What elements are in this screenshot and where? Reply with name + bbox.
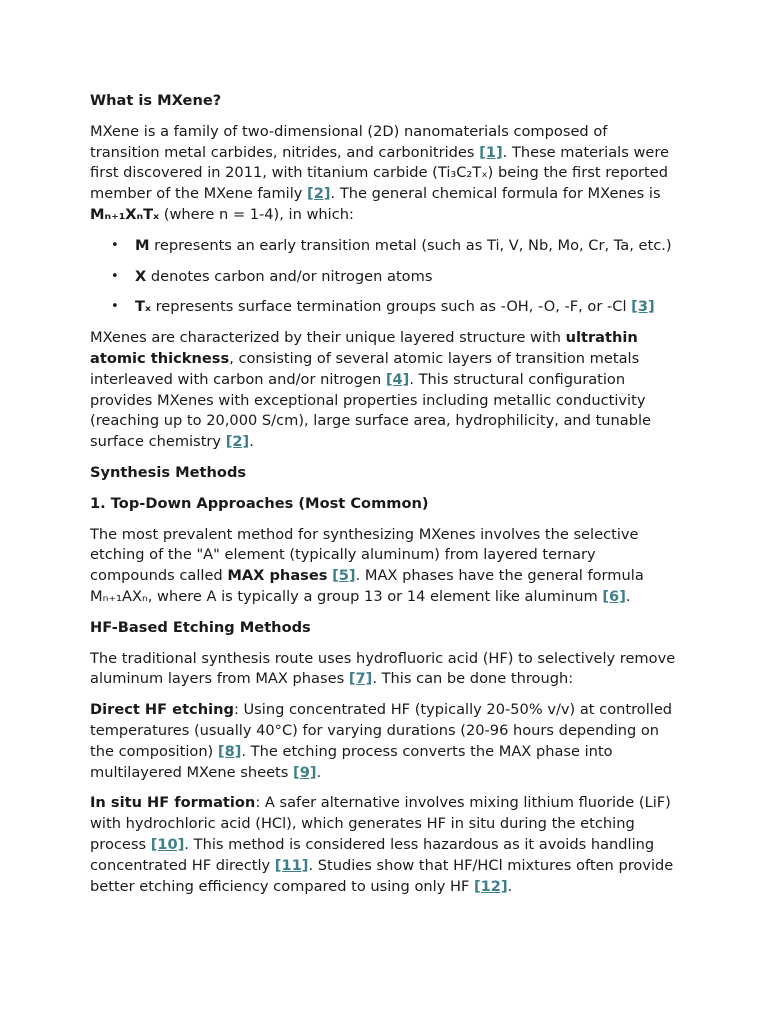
paragraph	[90, 525, 678, 608]
text-run: : A safer alternative involves mixing lithium fluoride (LiF) with hydrochloric acid (HCl), which generates HF in situ during the etching process	[90, 794, 671, 853]
text-run: . The etching process converts the MAX phase into multilayered MXene sheets	[90, 742, 613, 781]
text-run: .	[625, 587, 631, 605]
citation-link[interactable]: [5]	[332, 567, 356, 585]
bold-term: X	[135, 267, 147, 285]
text-run: The most prevalent method for synthesizing MXenes involves the selective etching of the "A" element (typically aluminum) from layered ternary compounds called	[90, 525, 639, 585]
bold-term: Mₙ₊₁XₙTₓ	[90, 205, 160, 223]
paragraph	[90, 649, 678, 691]
text-run: represents surface termination groups such as -OH, -O, -F, or -Cl	[150, 298, 632, 316]
text-run: MXene is a family of two-dimensional (2D) nanomaterials composed of transition metal carbides, nitrides, and carbonitrides	[90, 122, 608, 161]
text-run: .	[249, 433, 254, 451]
bold-term: Direct HF etching	[90, 701, 234, 719]
section-heading: 1. Top-Down Approaches (Most Common)	[90, 494, 429, 512]
paragraph	[90, 328, 678, 453]
citation-link[interactable]: [6]	[602, 587, 626, 605]
bullet-list	[90, 236, 678, 318]
citation-link[interactable]: [3]	[631, 298, 655, 316]
citation-link[interactable]: [7]	[348, 670, 373, 688]
text-run: . This method is considered less hazardous as it avoids handling concentrated HF directly	[90, 835, 655, 874]
list-item	[90, 236, 678, 257]
text-run: .	[316, 763, 322, 781]
list-item	[90, 267, 678, 288]
citation-link[interactable]: [12]	[473, 877, 508, 895]
bold-term: In situ HF formation	[90, 794, 256, 812]
citation-link[interactable]: [9]	[293, 763, 317, 781]
text-run: , consisting of several atomic layers of transition metals interleaved with carbon and/or nitrogen	[90, 349, 640, 388]
citation-link[interactable]: [1]	[479, 143, 503, 161]
citation-link[interactable]: [2]	[307, 185, 331, 203]
list-item	[90, 297, 678, 318]
paragraph	[90, 122, 678, 226]
text-run: . MAX phases have the general formula Mₙ₊₁AXₙ, where A is typically a group 13 or 14 element like aluminum	[90, 567, 644, 605]
text-run: . The general chemical formula for MXenes is	[330, 185, 661, 203]
paragraph	[90, 793, 678, 897]
citation-link[interactable]: [11]	[274, 856, 309, 874]
article-body	[90, 122, 678, 898]
text-run: denotes carbon and/or nitrogen atoms	[146, 267, 433, 285]
bold-term: Tₓ	[135, 298, 151, 316]
text-run: The traditional synthesis route uses hydrofluoric acid (HF) to selectively remove aluminum layers from MAX phases	[90, 649, 676, 688]
section-heading: Synthesis Methods	[90, 463, 247, 481]
page-title: What is MXene?	[90, 92, 222, 109]
text-run: . This structural configuration provides MXenes with exceptional properties including metallic conductivity (reaching up to 20,000 S/cm), large surface area, hydrophilicity, and tunable surface chemistry	[90, 370, 652, 451]
bold-term: ultrathin atomic thickness	[90, 329, 638, 367]
paragraph	[90, 700, 678, 783]
bold-term: M	[135, 236, 150, 254]
citation-link[interactable]: [2]	[225, 433, 250, 451]
text-run: . These materials were first discovered in 2011, with titanium carbide (Ti₃C₂Tₓ) being the first reported member of the MXene family	[90, 143, 670, 203]
text-run: MXenes are characterized by their unique layered structure with	[90, 329, 566, 347]
text-run: : Using concentrated HF (typically 20-50% v/v) at controlled temperatures (usually 40°C) for varying durations (20-96 hours depending on the composition)	[90, 701, 673, 760]
text-run: (where n = 1-4), in which:	[159, 205, 354, 223]
citation-link[interactable]: [10]	[150, 835, 185, 853]
article	[90, 91, 678, 897]
citation-link[interactable]: [8]	[217, 742, 242, 760]
text-run: .	[507, 877, 513, 895]
bold-term: MAX phases	[227, 567, 328, 585]
citation-link[interactable]: [4]	[385, 370, 410, 388]
text-run: represents an early transition metal (such as Ti, V, Nb, Mo, Cr, Ta, etc.)	[149, 236, 672, 254]
text-run: . This can be done through:	[372, 670, 574, 688]
section-heading: HF-Based Etching Methods	[90, 618, 311, 636]
text-run: . Studies show that HF/HCl mixtures often provide better etching efficiency compared to using only HF	[90, 856, 674, 895]
